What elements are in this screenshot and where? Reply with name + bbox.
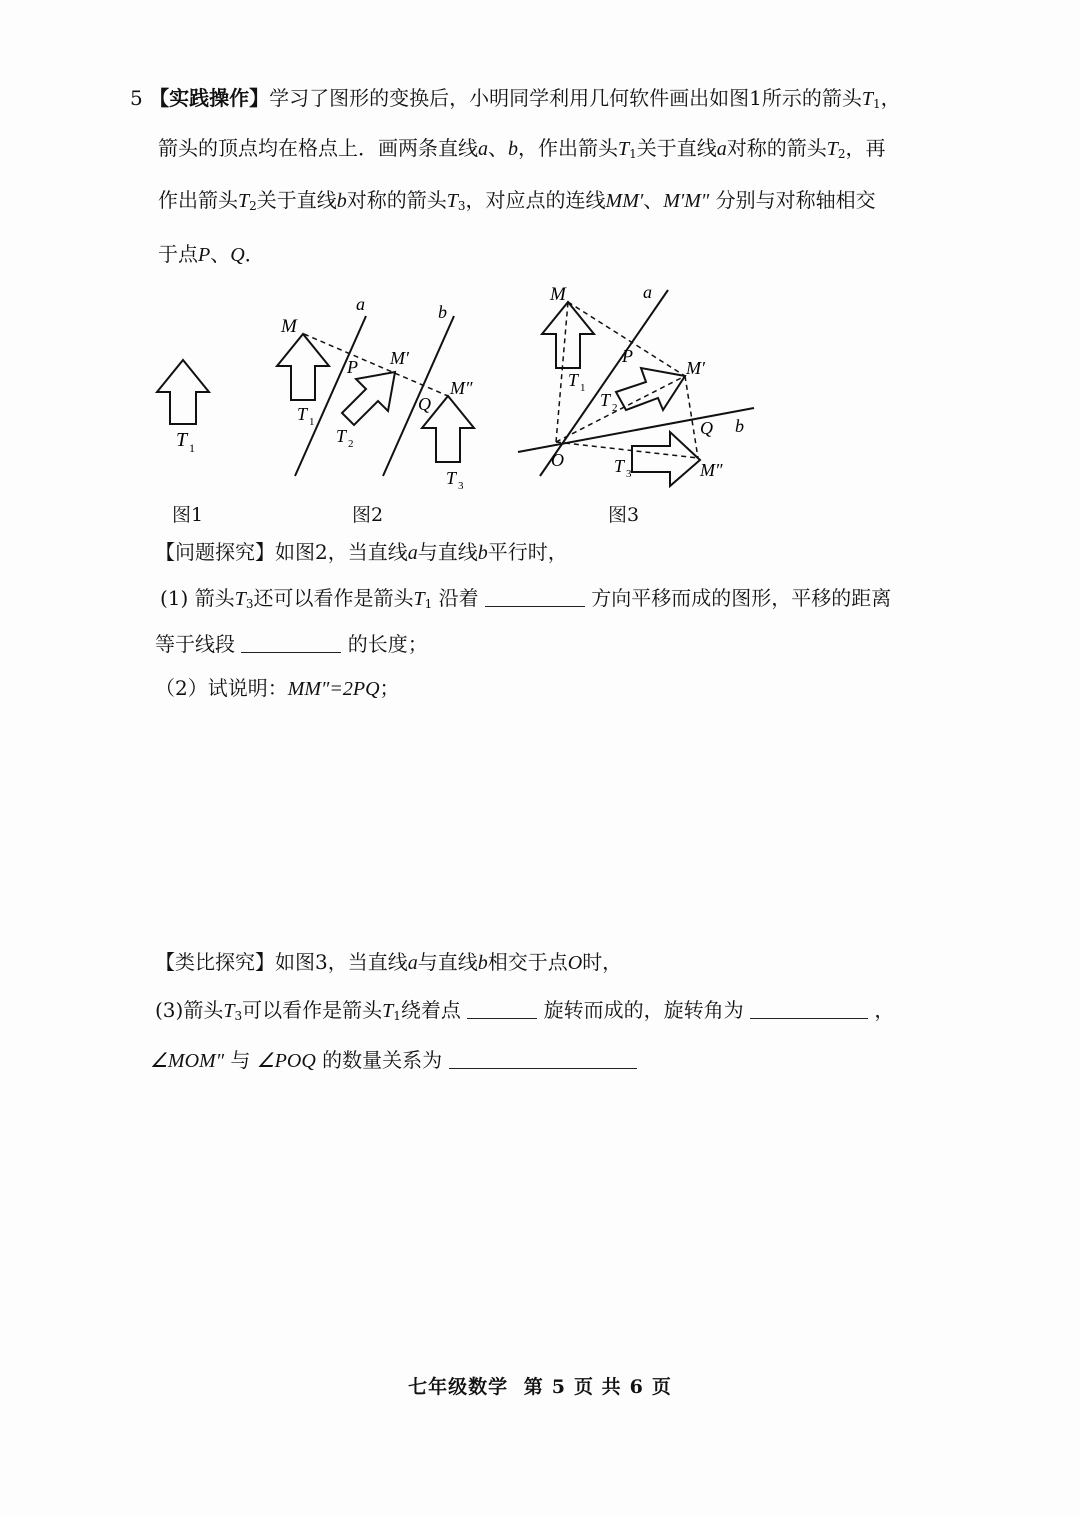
- q2-formula: MM″=2PQ: [287, 678, 380, 700]
- fig1-arrow-T1: [157, 360, 209, 455]
- analogy-tag: 【类比探究】: [155, 950, 275, 974]
- fig3-label-T1-sub: 1: [580, 382, 586, 394]
- analogy-text: 时，: [582, 950, 623, 974]
- figures: [0, 280, 1080, 540]
- fig3-caption: 图3: [608, 504, 640, 526]
- fig3-label-Q: Q: [700, 418, 713, 438]
- fig2-caption: 图2: [352, 504, 384, 526]
- analogy-line: [155, 948, 622, 977]
- explore-line: [155, 538, 568, 567]
- math-MpMpp: M′M″: [663, 190, 710, 212]
- problem-number: 5: [130, 86, 143, 110]
- fig3-label-O: O: [551, 450, 564, 470]
- math-b: b: [477, 542, 488, 564]
- fig3-label-T1: T: [568, 370, 579, 390]
- fig3-OMpp: [556, 442, 698, 458]
- problem-text: ，对应点的连线: [465, 188, 606, 212]
- answer-blank-angle[interactable]: [750, 998, 868, 1019]
- math-T: T: [446, 190, 458, 212]
- q3-text: 绕着点: [400, 998, 461, 1022]
- q1-text: (1) 箭头: [160, 586, 235, 610]
- math-P: P: [198, 244, 211, 266]
- footer-page-suffix: 页: [651, 1376, 672, 1398]
- fig3-label-a: a: [643, 282, 652, 302]
- math-sub: 1: [393, 1009, 401, 1023]
- math-T: T: [861, 88, 873, 110]
- problem-line-3: [158, 186, 876, 220]
- math-T: T: [234, 588, 246, 610]
- fig3-MpMpp: [685, 376, 698, 458]
- math-MMp: MM′: [605, 190, 644, 212]
- fig2-label-T2-sub: 2: [348, 438, 354, 450]
- answer-blank-center[interactable]: [467, 998, 537, 1019]
- fig3-label-M: M: [550, 284, 566, 305]
- math-sep: 、: [210, 242, 231, 266]
- angle-MOMpp: ∠MOM″: [150, 1050, 225, 1072]
- math-T: T: [223, 1000, 235, 1022]
- fig2-label-T2: T: [336, 426, 347, 446]
- math-a: a: [407, 542, 418, 564]
- q1-text: 等于线段: [155, 632, 235, 656]
- problem-text: 关于直线: [636, 136, 717, 160]
- fig3-label-Mp: M′: [686, 358, 705, 378]
- problem-text: 作出箭头: [158, 188, 238, 212]
- analogy-text: 相交于点: [487, 950, 568, 974]
- fig2: [277, 294, 474, 492]
- math-sub: 1: [872, 97, 881, 111]
- math-sep: 、: [488, 136, 508, 160]
- explore-text: 平行时，: [487, 540, 568, 564]
- explore-tag: 【问题探究】: [155, 540, 275, 564]
- angle-POQ: ∠POQ: [256, 1050, 316, 1072]
- problem-text: 对称的箭头: [726, 136, 827, 160]
- explore-text: 如图2，当直线: [275, 540, 408, 564]
- fig2-arrow-T2: [342, 372, 395, 425]
- fig1-label-sub: 1: [189, 441, 195, 455]
- fig2-label-M: M: [281, 316, 297, 337]
- problem-text: ，作出箭头: [518, 136, 618, 160]
- math-b: b: [477, 952, 488, 974]
- fig2-line-a: [295, 316, 366, 476]
- question-3-line-1: [155, 996, 894, 1030]
- math-T: T: [618, 138, 630, 160]
- q1-text: 还可以看作是箭头: [253, 586, 414, 610]
- fig2-label-Mp: M′: [390, 348, 409, 368]
- footer-page-mid: 页 共: [574, 1376, 622, 1398]
- math-sub: 2: [249, 199, 257, 213]
- question-2-line: [155, 674, 400, 703]
- fig3: [518, 282, 754, 486]
- footer-page: 5: [551, 1376, 566, 1398]
- fig3-label-T2: T: [600, 390, 611, 410]
- q3-text: 的数量关系为: [322, 1048, 443, 1072]
- analogy-text: 如图3，当直线: [275, 950, 408, 974]
- problem-text: 关于直线: [256, 188, 337, 212]
- fig3-arrow-T1: [542, 302, 594, 368]
- fig1-label-T: T: [176, 429, 188, 451]
- fig3-label-T3: T: [614, 456, 625, 476]
- footer-total: 6: [629, 1376, 644, 1398]
- problem-line-1: 5 【实践操作】学习了图形的变换后，小明同学利用几何软件画出如图1所示的箭头$T_1$，: [130, 86, 901, 111]
- fig3-arrow-T2: [616, 368, 685, 410]
- q3-text: ，: [874, 998, 895, 1022]
- problem-line-2: [158, 134, 886, 168]
- problem-text: 分别与对称轴相交: [715, 188, 876, 212]
- fig2-label-P: P: [347, 357, 358, 377]
- answer-blank-relation[interactable]: [449, 1048, 637, 1069]
- math-b: b: [336, 190, 347, 212]
- question-3-line-2: [150, 1046, 637, 1075]
- answer-blank-segment[interactable]: [241, 632, 341, 653]
- q3-text: 可以看作是箭头: [242, 998, 383, 1022]
- math-b: b: [508, 138, 518, 160]
- fig3-label-T2-sub: 2: [612, 402, 618, 414]
- fig3-OM: [556, 302, 568, 442]
- page-footer: [0, 1372, 1080, 1399]
- fig3-label-Mpp: M″: [700, 460, 723, 480]
- q3-text: 与: [230, 1048, 251, 1072]
- math-sub: 3: [457, 199, 466, 213]
- problem-text: 对称的箭头: [346, 188, 447, 212]
- fig2-label-T3: T: [446, 468, 457, 488]
- math-T: T: [382, 1000, 394, 1022]
- math-O: O: [567, 952, 583, 974]
- problem-text: ．: [244, 242, 265, 266]
- math-sub: 3: [234, 1009, 243, 1023]
- answer-blank-direction[interactable]: [485, 586, 585, 607]
- fig2-arrow-T1: [277, 334, 329, 400]
- q2-text: ；: [379, 676, 400, 700]
- q1-text: 的长度；: [347, 632, 428, 656]
- fig2-label-b: b: [438, 302, 447, 322]
- math-T: T: [413, 588, 425, 610]
- fig2-label-T3-sub: 3: [458, 480, 464, 492]
- math-a: a: [478, 138, 488, 160]
- fig3-label-T3-sub: 3: [626, 468, 632, 480]
- math-sub: 1: [424, 597, 433, 611]
- fig3-arrow-T3: [632, 432, 700, 486]
- question-1-line-1: [160, 584, 891, 618]
- problem-line-4: [158, 240, 265, 269]
- explore-text: 与直线: [417, 540, 478, 564]
- problem-text: 箭头的顶点均在格点上．画两条直线: [158, 136, 478, 160]
- math-T: T: [826, 138, 838, 160]
- problem-text: 学习了图形的变换后，小明同学利用几何软件画出如图1所示的箭头: [269, 86, 862, 110]
- math-sub: 2: [837, 147, 846, 161]
- question-1-line-2: [155, 630, 428, 658]
- math-a: a: [716, 138, 727, 160]
- fig2-label-T1-sub: 1: [309, 416, 315, 428]
- math-sub: 1: [629, 147, 637, 161]
- fig2-label-a: a: [356, 294, 365, 314]
- q3-text: (3)箭头: [155, 998, 224, 1022]
- footer-page-prefix: 第: [523, 1376, 544, 1398]
- fig2-label-Mpp: M″: [450, 378, 473, 398]
- fig3-label-b: b: [735, 416, 744, 436]
- fig1-caption: 图1: [172, 504, 204, 526]
- q1-text: 沿着: [438, 586, 479, 610]
- math-sep: 、: [643, 188, 664, 212]
- fig3-label-P: P: [622, 346, 633, 366]
- math-Q: Q: [230, 244, 245, 266]
- q2-text: （2）试说明：: [155, 676, 288, 700]
- problem-text: 于点: [158, 242, 198, 266]
- problem-text: ，再: [845, 136, 886, 160]
- math-T: T: [238, 190, 250, 212]
- q1-text: 方向平移而成的图形，平移的距离: [591, 586, 892, 610]
- math-a: a: [407, 952, 418, 974]
- fig2-label-T1: T: [297, 404, 308, 424]
- q3-text: 旋转而成的，旋转角为: [543, 998, 744, 1022]
- footer-subject: 七年级数学: [408, 1376, 509, 1398]
- math-sub: 3: [245, 597, 254, 611]
- practice-tag: 【实践操作】: [149, 86, 270, 110]
- fig2-label-Q: Q: [418, 394, 431, 414]
- analogy-text: 与直线: [417, 950, 478, 974]
